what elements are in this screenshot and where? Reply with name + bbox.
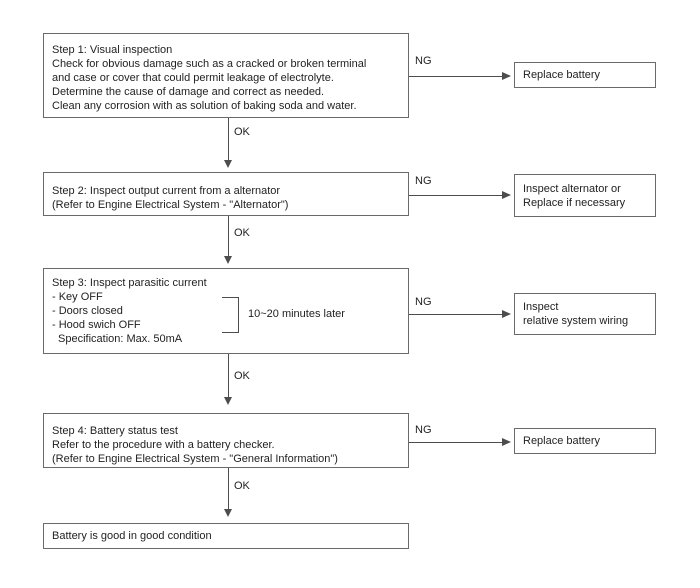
ok-label-step2: OK xyxy=(234,227,250,239)
step3-line: Step 3: Inspect parasitic current xyxy=(52,277,207,289)
final-result-box xyxy=(43,523,409,549)
step2-ng-action-box xyxy=(514,174,656,217)
arrowhead-down-icon xyxy=(224,397,232,405)
step1-line: Clean any corrosion with as solution of baking soda and water. xyxy=(52,100,357,112)
step3-spec-line: Specification: Max. 50mA xyxy=(58,333,183,345)
step3-ng-action-box xyxy=(514,293,656,335)
grouping-bracket-icon xyxy=(222,297,239,333)
ok-arrow-step1 xyxy=(228,118,229,160)
ng-label-step3: NG xyxy=(415,296,432,308)
ng-action-line: Replace battery xyxy=(523,69,601,81)
ng-arrow-step1 xyxy=(409,76,502,77)
ng-label-step2: NG xyxy=(415,175,432,187)
arrowhead-right-icon xyxy=(502,438,511,446)
step4-line: (Refer to Engine Electrical System - "General Information") xyxy=(52,453,338,465)
step1-line: and case or cover that could permit leakage of electrolyte. xyxy=(52,72,334,84)
ng-action-line: Replace battery xyxy=(523,435,601,447)
ok-arrow-step4 xyxy=(228,468,229,509)
ok-arrow-step3 xyxy=(228,354,229,397)
bracket-note: 10~20 minutes later xyxy=(248,308,345,320)
ng-action-line: relative system wiring xyxy=(523,315,629,327)
step4-line: Refer to the procedure with a battery checker. xyxy=(52,439,275,451)
step3-line: - Key OFF xyxy=(52,291,103,303)
step4-box xyxy=(43,413,409,468)
step1-line: Step 1: Visual inspection xyxy=(52,44,173,56)
step2-line: (Refer to Engine Electrical System - "Alternator") xyxy=(52,199,289,211)
step3-line: - Doors closed xyxy=(52,305,123,317)
arrowhead-down-icon xyxy=(224,509,232,517)
step1-ng-action-box xyxy=(514,62,656,88)
arrowhead-right-icon xyxy=(502,310,511,318)
ng-action-line: Replace if necessary xyxy=(523,196,626,209)
ng-action-line: Inspect alternator or xyxy=(523,182,621,195)
step2-line: Step 2: Inspect output current from a alternator xyxy=(52,185,281,197)
ng-label-step4: NG xyxy=(415,424,432,436)
ng-arrow-step3 xyxy=(409,314,502,315)
arrowhead-right-icon xyxy=(502,72,511,80)
arrowhead-right-icon xyxy=(502,191,511,199)
step4-line: Step 4: Battery status test xyxy=(52,425,178,437)
step4-ng-action-box xyxy=(514,428,656,454)
final-result-line: Battery is good in good condition xyxy=(52,530,212,542)
arrowhead-down-icon xyxy=(224,256,232,264)
step3-line: - Hood swich OFF xyxy=(52,319,141,331)
ng-label-step1: NG xyxy=(415,55,432,67)
ng-action-line: Inspect xyxy=(523,301,559,313)
ok-arrow-step2 xyxy=(228,216,229,256)
step2-box xyxy=(43,172,409,216)
step1-line: Determine the cause of damage and correct as needed. xyxy=(52,86,325,98)
arrowhead-down-icon xyxy=(224,160,232,168)
step1-box xyxy=(43,33,409,118)
step3-box xyxy=(43,268,409,354)
ng-arrow-step4 xyxy=(409,442,502,443)
step1-line: Check for obvious damage such as a cracked or broken terminal xyxy=(52,58,367,70)
ng-arrow-step2 xyxy=(409,195,502,196)
ok-label-step1: OK xyxy=(234,126,250,138)
ok-label-step3: OK xyxy=(234,370,250,382)
ok-label-step4: OK xyxy=(234,480,250,492)
